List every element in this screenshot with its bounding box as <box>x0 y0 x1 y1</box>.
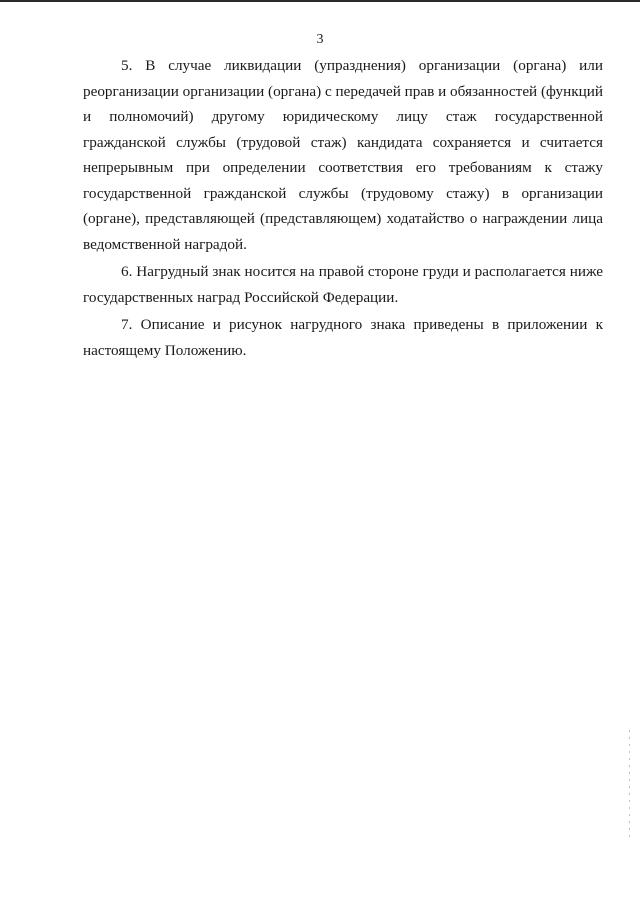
page-top-border <box>0 0 640 2</box>
paragraph-7: 7. Описание и рисунок нагрудного знака приведены в приложении к настоящему Положению. <box>83 316 603 359</box>
paragraph-6: 6. Нагрудный знак носится на правой стороне груди и располагается ниже государственных наград Российской Федерации. <box>83 263 603 306</box>
document-body <box>83 53 603 365</box>
scan-margin-mark <box>629 730 630 840</box>
page-number: 3 <box>316 32 324 47</box>
paragraph-5: 5. В случае ликвидации (упразднения) организации (органа) или реорганизации организации (органа) с передачей прав и обязанностей (функций и полномочий) другому юридическому лицу стаж государственной гражданской службы (трудовой стаж) кандидата сохраняется и считается непрерывным при определении соответствия его требованиям к стажу государственной гражданской службы (трудовому стажу) в организации (органе), представляющей (представляющем) ходатайство о награждении лица ведомственной наградой. <box>83 57 603 253</box>
